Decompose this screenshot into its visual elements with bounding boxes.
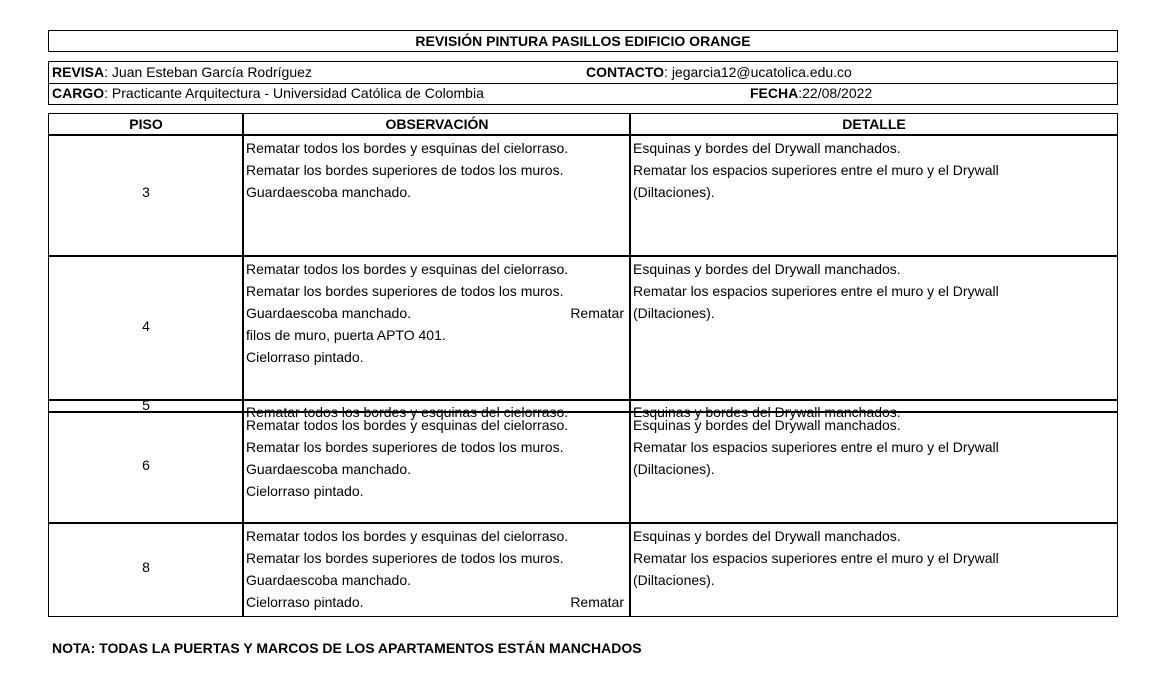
observacion-cell: Rematar todos los bordes y esquinas del cielorraso. Rematar los bordes superiores de todos los muros. Guardaescoba manchado. Rematar filos de muro, puerta APTO 401. Cielorraso pintado. bbox=[246, 261, 624, 365]
header-detalle: DETALLE bbox=[842, 116, 906, 132]
table-row bbox=[49, 524, 1117, 616]
info-line-1 bbox=[49, 62, 1117, 84]
piso-cell: 6 bbox=[142, 457, 150, 473]
detalle-cell: Esquinas y bordes del Drywall manchados. Rematar los espacios superiores entre el muro y el Drywall (Diltaciones). bbox=[633, 140, 999, 200]
observations-table bbox=[48, 113, 1118, 617]
detalle-cell: Esquinas y bordes del Drywall manchados. bbox=[633, 404, 901, 420]
piso-cell: 8 bbox=[142, 559, 150, 575]
fecha-field: FECHA:22/08/2022 bbox=[750, 85, 873, 101]
footer-note: NOTA: TODAS LA PUERTAS Y MARCOS DE LOS APARTAMENTOS ESTÁN MANCHADOS bbox=[52, 640, 642, 656]
observacion-cell: Rematar todos los bordes y esquinas del cielorraso. Rematar los bordes superiores de todos los muros. Guardaescoba manchado. Cielorraso pintado. Rematar bbox=[246, 528, 624, 610]
table-row bbox=[49, 257, 1117, 399]
detalle-cell: Esquinas y bordes del Drywall manchados. Rematar los espacios superiores entre el muro y el Drywall (Diltaciones). bbox=[633, 261, 999, 321]
detalle-cell: Esquinas y bordes del Drywall manchados. Rematar los espacios superiores entre el muro y el Drywall (Diltaciones). bbox=[633, 417, 999, 477]
cargo-field: CARGO: Practicante Arquitectura - Universidad Católica de Colombia bbox=[52, 85, 484, 101]
observacion-cell: Rematar todos los bordes y esquinas del cielorraso. bbox=[246, 404, 569, 420]
table-row bbox=[49, 397, 1117, 420]
detalle-cell: Esquinas y bordes del Drywall manchados. Rematar los espacios superiores entre el muro y el Drywall (Diltaciones). bbox=[633, 528, 999, 588]
table-row bbox=[49, 136, 1117, 255]
revisa-field: REVISA: Juan Esteban García Rodríguez bbox=[52, 64, 312, 80]
header-observacion: OBSERVACIÓN bbox=[385, 116, 489, 132]
piso-cell: 4 bbox=[142, 318, 150, 334]
observacion-cell: Rematar todos los bordes y esquinas del cielorraso. Rematar los bordes superiores de todos los muros. Guardaescoba manchado. bbox=[246, 140, 569, 200]
info-line-2 bbox=[49, 83, 1117, 104]
document-title: REVISIÓN PINTURA PASILLOS EDIFICIO ORANGE bbox=[48, 30, 1118, 52]
header-piso: PISO bbox=[129, 116, 163, 132]
contacto-field: CONTACTO: jegarcia12@ucatolica.edu.co bbox=[586, 64, 852, 80]
piso-cell: 3 bbox=[142, 184, 150, 200]
header-info bbox=[48, 61, 1118, 105]
piso-cell: 5 bbox=[142, 397, 150, 413]
observacion-cell: Rematar todos los bordes y esquinas del cielorraso. Rematar los bordes superiores de todos los muros. Guardaescoba manchado. Cielorraso pintado. bbox=[246, 417, 569, 499]
table-row bbox=[49, 413, 1117, 522]
